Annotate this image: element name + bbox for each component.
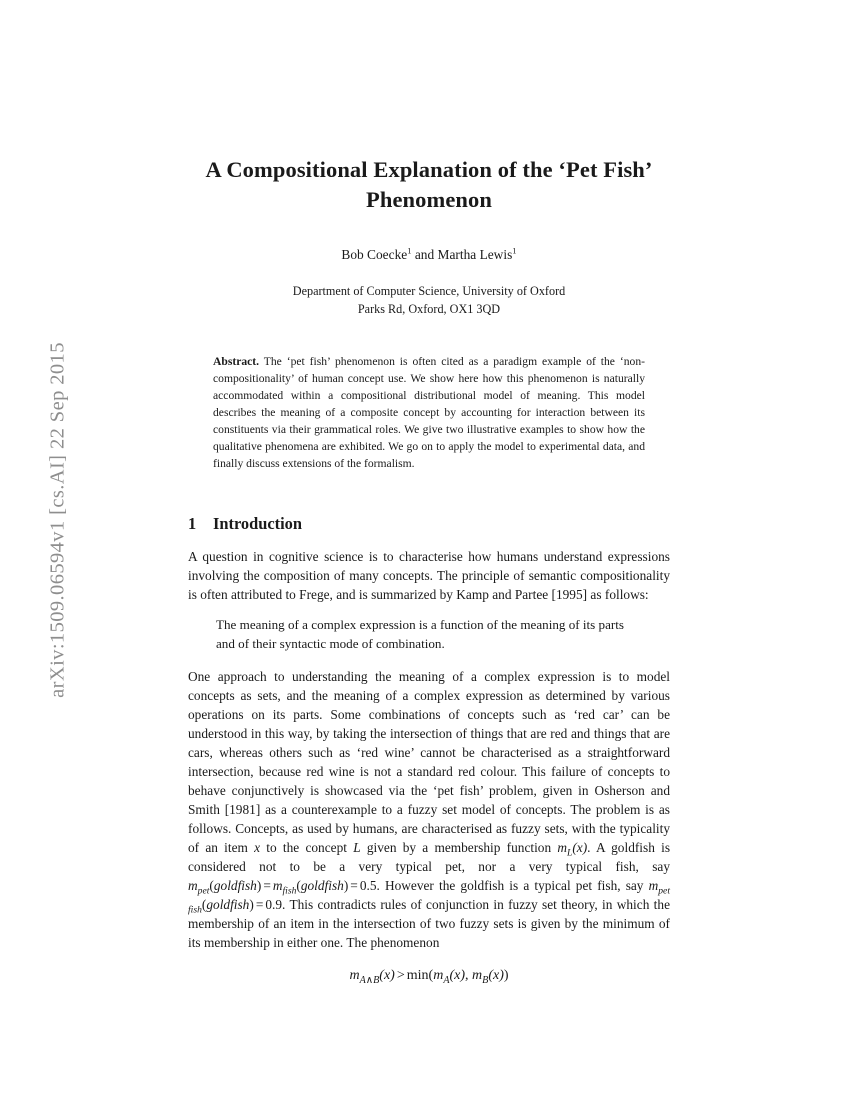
math-paren-close-2: )	[343, 877, 349, 893]
paragraph-intro-2-part-1: One approach to understanding the meaning of a complex expression is to model concepts as sets, and the meaning of a complex expression as determined by various operations on its parts. Some combinations of concepts such as ‘red car’ can be understood in this way, by taking the intersection of things that are red and things that are cars, whereas others such as ‘red wine’ cannot be characterised as a straightforward intersection, because red wine is not a standard red colour. This failure of concepts to behave conjunctively is showcased via the ‘pet fish’ problem, given in Osherson and Smith [1981] as a counterexample to a fuzzy set model of concepts. The problem is as follows. Concepts, as used by humans, are characterised as fuzzy sets, with the typicality of an item	[188, 668, 670, 855]
equation-lhs-m: m	[349, 967, 360, 983]
math-concept-L: L	[353, 839, 361, 855]
text-column	[188, 0, 670, 984]
equation-term-2-subscript: B	[482, 974, 489, 986]
paragraph-intro-2-part-2: to the concept	[260, 839, 354, 855]
author-affiliation-marker-2: 1	[512, 245, 517, 256]
abstract-label: Abstract.	[213, 354, 260, 368]
equation-min-operator: min	[406, 967, 429, 983]
equation-comma: ,	[465, 967, 473, 983]
paragraph-intro-2-part-6: . This contradicts rules of conjunction in fuzzy set theory, in which the membership of an item in the intersection of two fuzzy sets is given by the minimum of its membership in either one. The phenomenon	[188, 896, 670, 950]
math-mpet-goldfish-equation	[188, 877, 377, 897]
equation-term-2-m: m	[472, 967, 483, 983]
math-m-symbol-4: m	[648, 877, 659, 893]
section-number: 1	[188, 514, 197, 534]
math-equals-1: =	[263, 877, 271, 893]
author-name-2: Martha Lewis	[437, 247, 513, 263]
math-goldfish-1: goldfish	[213, 877, 257, 893]
math-arg-x-1: (x)	[572, 839, 588, 855]
math-subscript-pet: pet	[197, 885, 210, 897]
equation-lhs-subscript: A∧B	[359, 974, 380, 986]
math-var-x-1: x	[254, 839, 261, 855]
arxiv-stamp: arXiv:1509.06594v1 [cs.AI] 22 Sep 2015	[46, 342, 69, 698]
math-paren-open-3: (	[201, 896, 207, 912]
affiliation	[188, 265, 670, 319]
blockquote-kamp-partee: The meaning of a complex expression is a function of the meaning of its parts and of their syntactic mode of combination.	[216, 617, 624, 651]
math-paren-close-1: )	[256, 877, 262, 893]
equation-paren-close: )	[503, 967, 509, 983]
math-subscript-L: L	[567, 847, 573, 859]
math-m-symbol-2: m	[188, 877, 198, 893]
paragraph-intro-2-part-4: . A goldfish is considered not to be a very typical pet, nor a very typical fish, say	[188, 839, 671, 874]
equation-term-2-arg: (x)	[488, 967, 504, 983]
affiliation-line-2: Parks Rd, Oxford, OX1 3QD	[357, 302, 501, 317]
abstract-block	[213, 319, 645, 473]
author-conjunction: and	[411, 247, 438, 263]
math-value-09: 0.9	[265, 896, 283, 912]
math-m-symbol-1: m	[557, 839, 567, 855]
section-title: Introduction	[213, 514, 302, 534]
math-subscript-fish: fish	[282, 885, 297, 897]
section-heading-introduction	[188, 472, 670, 534]
affiliation-line-1: Department of Computer Science, University of Oxford	[292, 284, 566, 299]
math-paren-open-1: (	[209, 877, 214, 893]
paragraph-intro-2-part-5: . However the goldfish is a typical pet fish, say	[376, 877, 649, 893]
math-value-05: 0.5	[359, 877, 377, 893]
math-paren-close-3: )	[249, 896, 254, 912]
equation-lhs-arg: (x)	[379, 967, 395, 983]
math-subscript-pet-fish: pet fish	[188, 885, 670, 916]
math-goldfish-3: goldfish	[206, 896, 250, 912]
abstract-text: The ‘pet fish’ phenomenon is often cited as a paradigm example of the ‘non-compositionality’ of human concept use. We show here how this phenomenon is naturally accommodated within a compositional distributional model of meaning. This model describes the meaning of a composite concept by accounting for interaction between its constituents via their grammatical roles. We give two illustrative examples to show how the qualitative phenomena are exhibited. We go on to apply the model to experimental data, and finally discuss extensions of the formalism.	[213, 354, 645, 471]
author-name-1: Bob Coecke	[341, 247, 408, 263]
math-equals-3: =	[255, 896, 264, 912]
paragraph-intro-1: A question in cognitive science is to characterise how humans understand expressions involving the composition of many concepts. The principle of semantic compositionality is often attributed to Frege, and is summarized by Kamp and Partee [1995] as follows:	[188, 549, 670, 603]
math-membership-mL-x	[557, 839, 588, 859]
page-title: A Compositional Explanation of the ‘Pet Fish’ Phenomenon	[205, 157, 653, 212]
author-list	[188, 214, 670, 265]
math-goldfish-2: goldfish	[300, 877, 344, 893]
equation-term-1-m: m	[433, 967, 444, 983]
paragraph-intro-2-part-3: given by a membership function	[360, 839, 558, 855]
equation-term-1-subscript: A	[443, 974, 450, 986]
math-equals-2: =	[350, 877, 358, 893]
equation-term-1-arg: (x)	[449, 967, 466, 983]
math-paren-open-2: (	[296, 877, 301, 893]
math-m-symbol-3: m	[272, 877, 283, 893]
equation-relation: >	[396, 967, 405, 983]
paragraph-intro-2	[188, 654, 670, 952]
author-affiliation-marker-1: 1	[407, 245, 412, 256]
display-equation	[188, 952, 670, 984]
equation-expression	[349, 967, 509, 986]
equation-paren-open: (	[428, 967, 434, 983]
